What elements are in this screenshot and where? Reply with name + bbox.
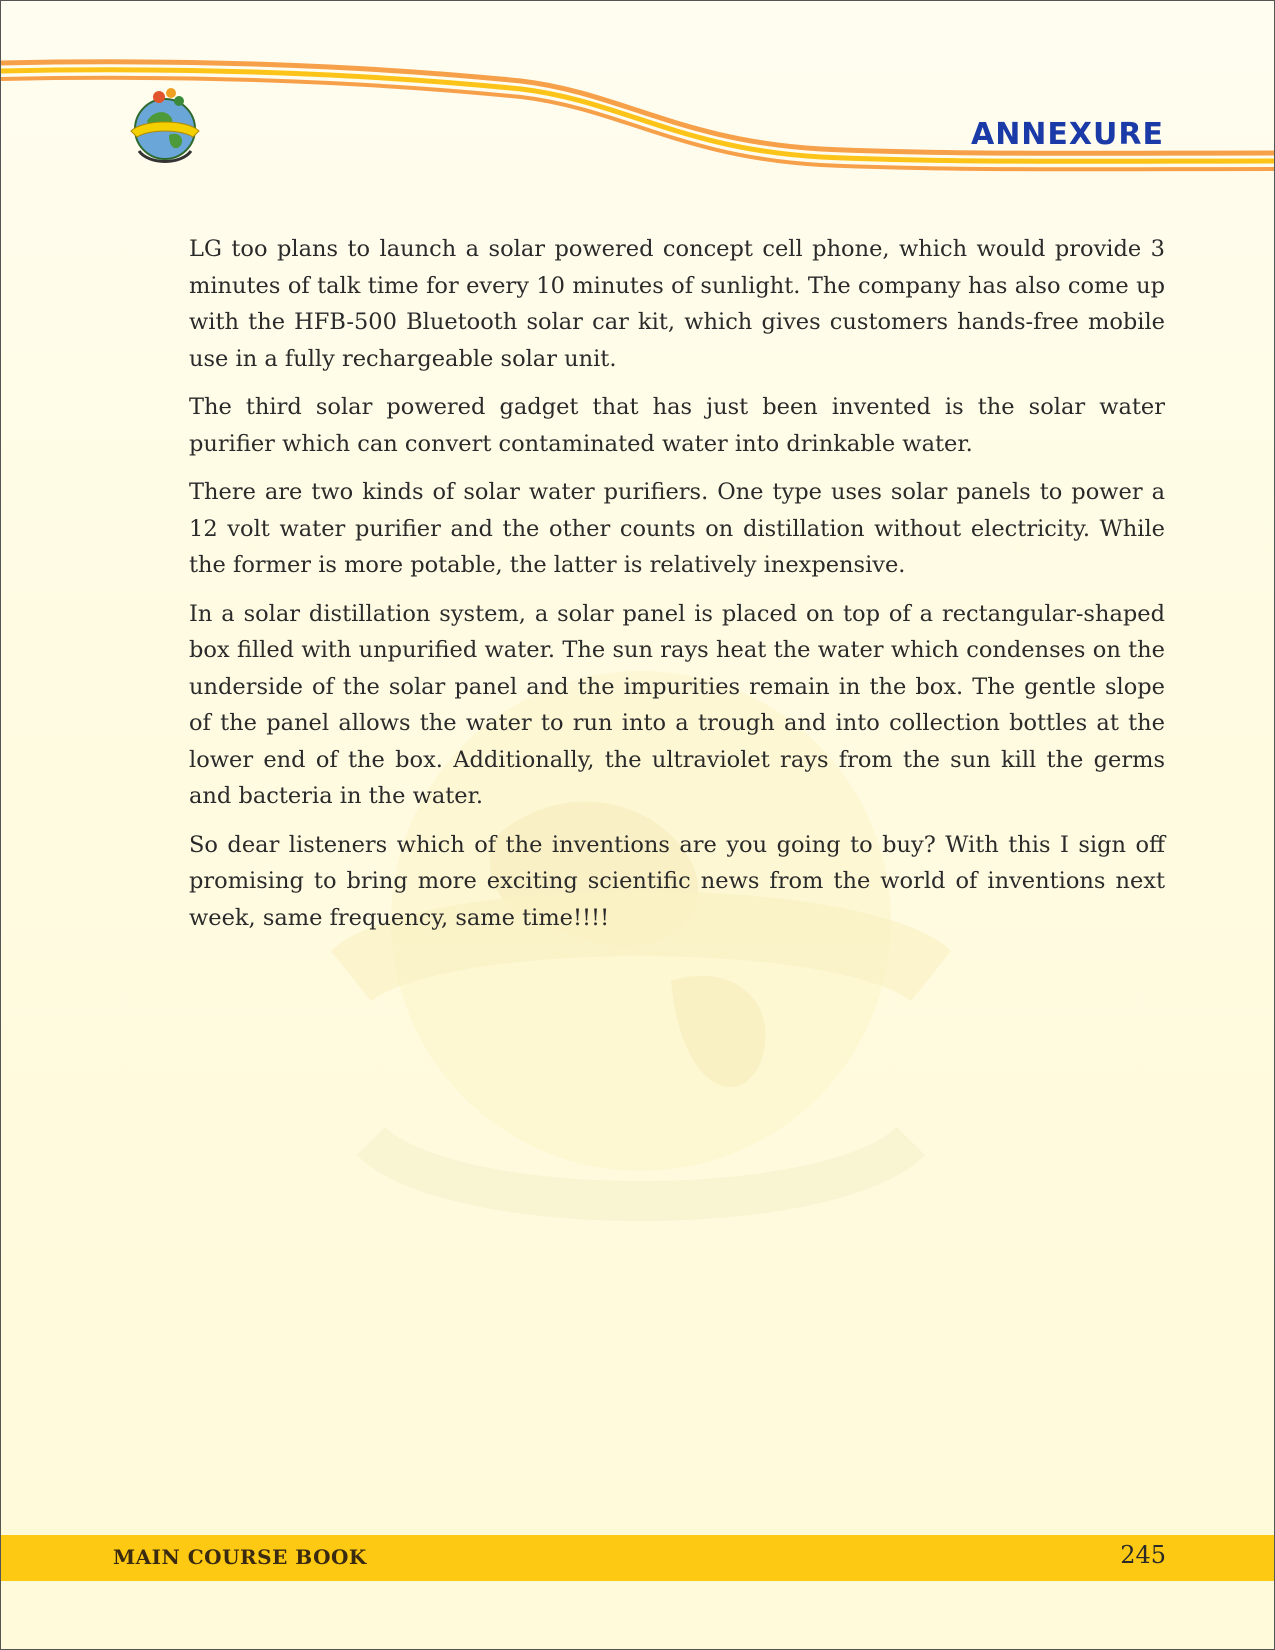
paragraph-2: The third solar powered gadget that has just been invented is the solar water purifier which can convert contaminated water into drinkable water. — [189, 394, 1165, 457]
cbse-globe-logo-icon — [119, 79, 211, 179]
paragraph-4: In a solar distillation system, a solar panel is placed on top of a rectangular-shaped box filled with unpurified water. The sun rays heat the water which condenses on the underside of the solar panel and the impurities remain in the box. The gentle slope of the panel allows the water to run into a trough and into collection bottles at the lower end of the box. Additionally, the ultraviolet rays from the sun kill the germs and bacteria in the water. — [189, 600, 1165, 809]
paragraph-5: So dear listeners which of the inventions are you going to buy? With this I sign off promising to bring more exciting scientific news from the world of inventions next week, same frequency, same time!!!! — [189, 831, 1165, 931]
page-number: 245 — [1120, 1541, 1166, 1569]
paragraph-1: LG too plans to launch a solar powered concept cell phone, which would provide 3 minutes of talk time for every 10 minutes of sunlight. The company has also come up with the HFB-500 Bluetooth solar car kit, which gives customers hands-free mobile use in a fully rechargeable solar unit. — [189, 236, 1165, 372]
body-text — [189, 231, 1165, 948]
footer-book-title: MAIN COURSE BOOK — [113, 1545, 367, 1569]
paragraph-3: There are two kinds of solar water purifiers. One type uses solar panels to power a 12 volt water purifier and the other counts on distillation without electricity. While the former is more potable, the latter is relatively inexpensive. — [189, 479, 1165, 578]
section-title: ANNEXURE — [970, 117, 1164, 152]
